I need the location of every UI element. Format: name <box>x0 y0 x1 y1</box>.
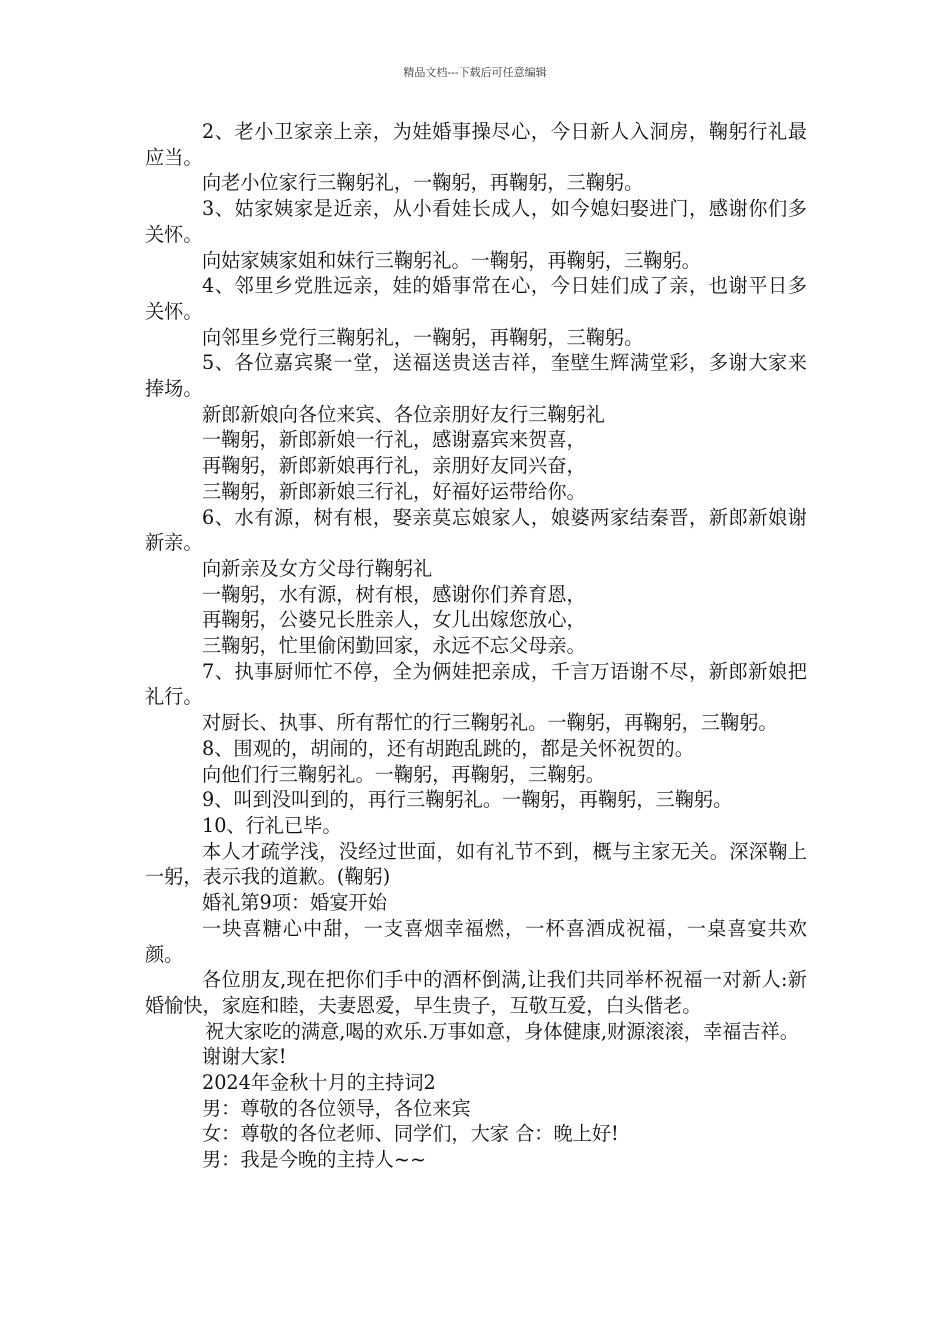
paragraph: 三鞠躬，忙里偷闲勤回家，永远不忘父母亲。 <box>202 634 586 658</box>
paragraph: 再鞠躬，公婆兄长胜亲人，女儿出嫁您放心， <box>202 608 586 632</box>
paragraph: 婚礼第9项：婚宴开始 <box>202 891 387 915</box>
document-body <box>145 119 807 1173</box>
paragraph: 3、姑家姨家是近亲，从小看娃长成人，如今媳妇娶进门，感谢你们多关怀。 <box>145 197 807 246</box>
paragraph: 本人才疏学浅，没经过世面，如有礼节不到，概与主家无关。深深鞠上一躬，表示我的道歉。(鞠躬) <box>145 839 807 889</box>
paragraph: 向老小位家行三鞠躬礼，一鞠躬，再鞠躬，三鞠躬。 <box>202 171 644 195</box>
paragraph: 10、行礼已毕。 <box>202 813 342 837</box>
paragraph: 向姑家姨家姐和妹行三鞠躬礼。一鞠躬，再鞠躬，三鞠躬。 <box>202 248 701 272</box>
page-header: 精品文档---下载后可任意编辑 <box>403 66 547 79</box>
paragraph: 9、叫到没叫到的，再行三鞠躬礼。一鞠躬，再鞠躬，三鞠躬。 <box>202 788 733 812</box>
paragraph: 男：尊敬的各位领导，各位来宾 <box>202 1096 471 1120</box>
paragraph: 女：尊敬的各位老师、同学们，大家 合：晚上好! <box>202 1122 619 1146</box>
paragraph: 新郎新娘向各位来宾、各位亲朋好友行三鞠躬礼 <box>202 402 605 426</box>
paragraph: 再鞠躬，新郎新娘再行礼，亲朋好友同兴奋， <box>202 454 586 478</box>
paragraph: 谢谢大家! <box>202 1045 287 1069</box>
paragraph: 三鞠躬，新郎新娘三行礼，好福好运带给你。 <box>202 479 586 503</box>
paragraph: 向新亲及女方父母行鞠躬礼 <box>202 556 433 580</box>
paragraph: 男：我是今晚的主持人~~ <box>202 1148 427 1172</box>
paragraph: 8、围观的，胡闹的，还有胡跑乱跳的，都是关怀祝贺的。 <box>202 736 694 760</box>
paragraph: 4、邻里乡党胜远亲，娃的婚事常在心，今日娃们成了亲，也谢平日多关怀。 <box>145 274 807 323</box>
paragraph: 2024年金秋十月的主持词2 <box>202 1071 436 1095</box>
paragraph: 向邻里乡党行三鞠躬礼，一鞠躬，再鞠躬，三鞠躬。 <box>202 325 644 349</box>
paragraph: 一块喜糖心中甜，一支喜烟幸福燃，一杯喜酒成祝福，一桌喜宴共欢颜。 <box>145 916 807 966</box>
paragraph: 7、执事厨师忙不停，全为俩娃把亲成，千言万语谢不尽，新郎新娘把礼行。 <box>145 659 807 709</box>
paragraph: 向他们行三鞠躬礼。一鞠躬，再鞠躬，三鞠躬。 <box>202 762 605 786</box>
paragraph: 一鞠躬，新郎新娘一行礼，感谢嘉宾来贺喜， <box>202 428 586 452</box>
paragraph: 祝大家吃的满意,喝的欢乐.万事如意，身体健康,财源滚滚，幸福吉祥。 <box>205 1019 799 1043</box>
paragraph: 5、各位嘉宾聚一堂，送福送贵送吉祥，奎壁生辉满堂彩，多谢大家来捧场。 <box>145 351 807 401</box>
paragraph: 对厨长、执事、所有帮忙的行三鞠躬礼。一鞠躬，再鞠躬，三鞠躬。 <box>202 711 778 735</box>
paragraph: 2、老小卫家亲上亲，为娃婚事操尽心，今日新人入洞房，鞠躬行礼最应当。 <box>145 120 807 169</box>
paragraph: 各位朋友,现在把你们手中的酒杯倒满,让我们共同举杯祝福一对新人:新婚愉快，家庭和睦，夫妻恩爱，早生贵子，互敬互爱，白头偕老。 <box>145 968 807 1017</box>
paragraph: 6、水有源，树有根，娶亲莫忘娘家人，娘婆两家结秦晋，新郎新娘谢新亲。 <box>145 505 807 555</box>
paragraph: 一鞠躬，水有源，树有根，感谢你们养育恩， <box>202 582 586 606</box>
